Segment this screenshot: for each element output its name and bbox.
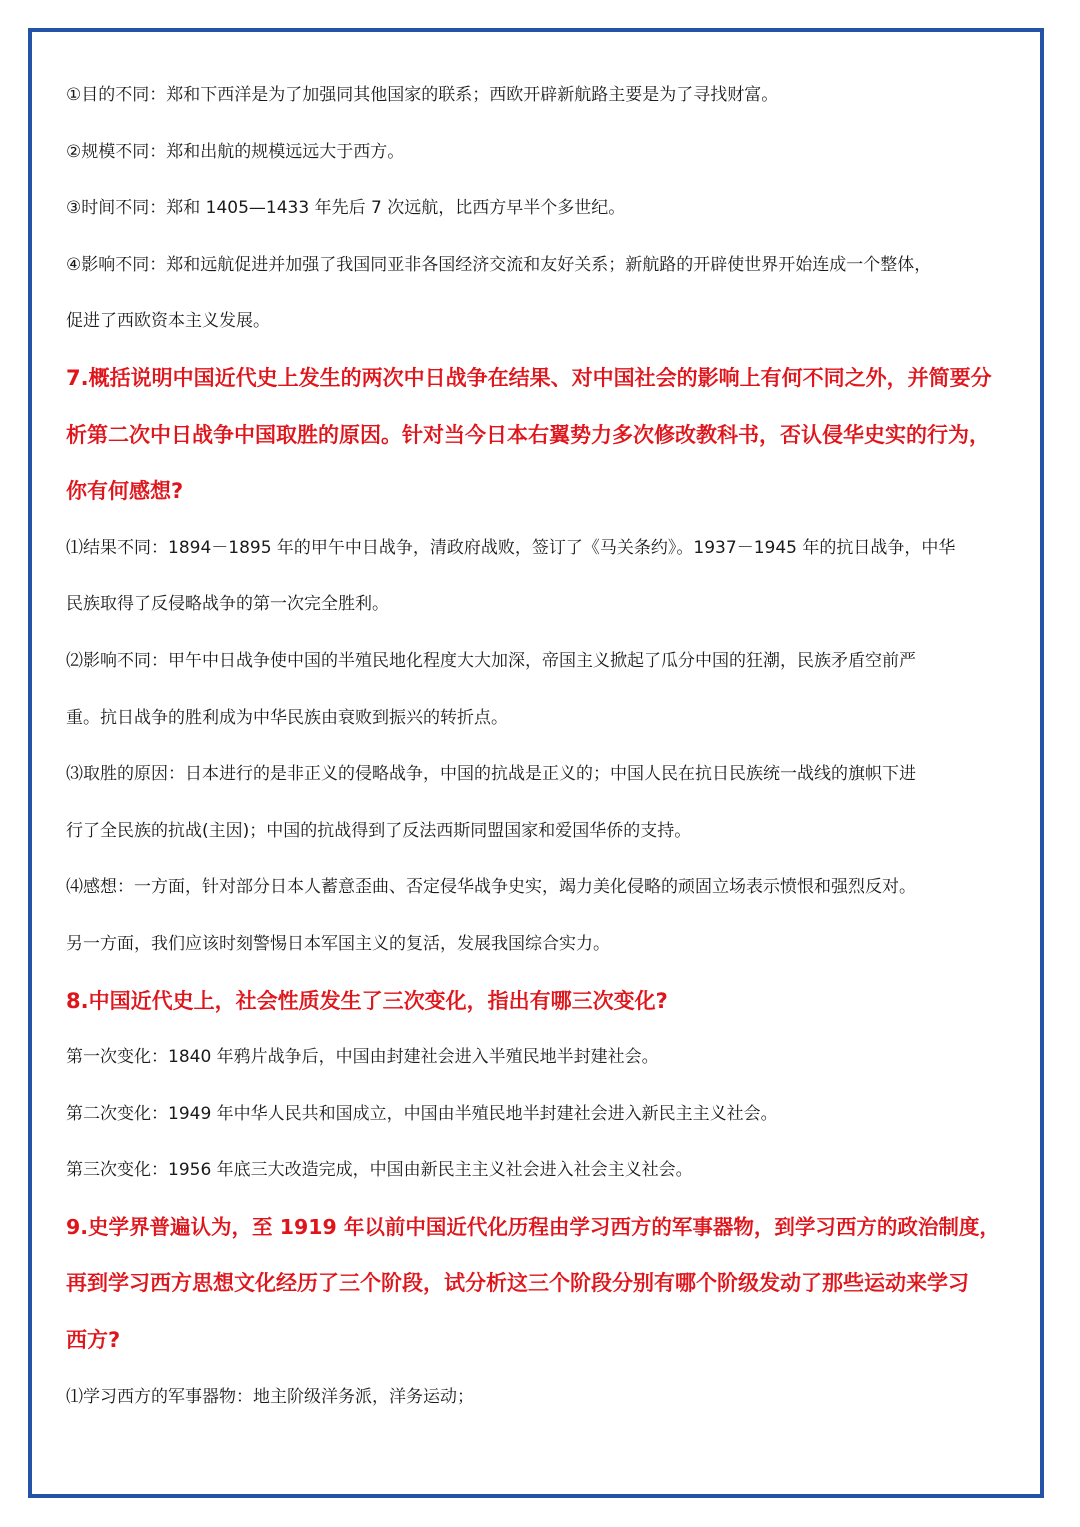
answer-line: 第二次变化：1949 年中华人民共和国成立，中国由半殖民地半封建社会进入新民主主义社会。 <box>66 1103 778 1124</box>
answer-line: 行了全民族的抗战(主因)；中国的抗战得到了反法西斯同盟国家和爱国华侨的支持。 <box>66 820 692 841</box>
answer-line: ⑶取胜的原因：日本进行的是非正义的侵略战争，中国的抗战是正义的；中国人民在抗日民族统一战线的旗帜下进 <box>66 764 916 785</box>
answer-line: ③时间不同：郑和 1405—1433 年先后 7 次远航，比西方早半个多世纪。 <box>66 198 626 219</box>
answer-line: 第一次变化：1840 年鸦片战争后，中国由封建社会进入半殖民地半封建社会。 <box>66 1047 659 1068</box>
question-line: 7.概括说明中国近代史上发生的两次中日战争在结果、对中国社会的影响上有何不同之外，并简要分 <box>66 365 992 390</box>
question-line: 9.史学界普遍认为，至 1919 年以前中国近代化历程由学习西方的军事器物，到学习西方的政治制度， <box>66 1214 1000 1239</box>
answer-line: 第三次变化：1956 年底三大改造完成，中国由新民主主义社会进入社会主义社会。 <box>66 1160 693 1181</box>
question-line: 再到学习西方思想文化经历了三个阶段，试分析这三个阶段分别有哪个阶级发动了那些运动来学习 <box>66 1271 969 1296</box>
question-line: 你有何感想? <box>66 479 184 504</box>
question-line: 8.中国近代史上，社会性质发生了三次变化，指出有哪三次变化? <box>66 988 668 1013</box>
answer-line: ⑷感想：一方面，针对部分日本人蓄意歪曲、否定侵华战争史实，竭力美化侵略的顽固立场表示愤恨和强烈反对。 <box>66 877 916 898</box>
answer-line: 另一方面，我们应该时刻警惕日本军国主义的复活，发展我国综合实力。 <box>66 933 610 954</box>
answer-line: ⑴学习西方的军事器物：地主阶级洋务派，洋务运动； <box>66 1386 474 1407</box>
answer-line: ④影响不同：郑和远航促进并加强了我国同亚非各国经济交流和友好关系；新航路的开辟使世界开始连成一个整体， <box>66 254 932 275</box>
question-line: 西方? <box>66 1328 121 1353</box>
document-body <box>66 67 1018 1425</box>
answer-line: ②规模不同：郑和出航的规模远远大于西方。 <box>66 141 405 162</box>
question-line: 析第二次中日战争中国取胜的原因。针对当今日本右翼势力多次修改教科书，否认侵华史实的行为， <box>66 422 990 447</box>
answer-line: ⑵影响不同：甲午中日战争使中国的半殖民地化程度大大加深，帝国主义掀起了瓜分中国的狂潮，民族矛盾空前严 <box>66 650 916 671</box>
answer-line: ①目的不同：郑和下西洋是为了加强同其他国家的联系；西欧开辟新航路主要是为了寻找财富。 <box>66 85 779 105</box>
answer-line: 重。抗日战争的胜利成为中华民族由衰败到振兴的转折点。 <box>66 707 508 728</box>
answer-line: 促进了西欧资本主义发展。 <box>66 311 270 332</box>
answer-line: ⑴结果不同：1894－1895 年的甲午中日战争，清政府战败，签订了《马关条约》。1937－1945 年的抗日战争，中华 <box>66 537 956 558</box>
answer-line: 民族取得了反侵略战争的第一次完全胜利。 <box>66 594 389 615</box>
